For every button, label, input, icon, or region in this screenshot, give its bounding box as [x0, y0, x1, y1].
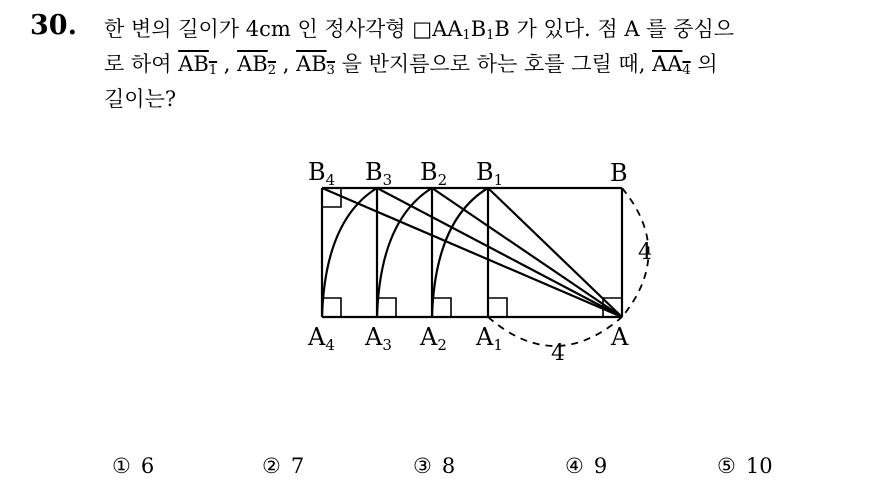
- choice-4[interactable]: [565, 454, 607, 478]
- label-b1: $B_1$: [476, 158, 504, 189]
- segment-ab3-main: AB: [296, 52, 327, 76]
- label-b: B: [610, 159, 628, 187]
- choice-3[interactable]: [413, 454, 455, 478]
- segment-ab2-sub: 2: [267, 63, 277, 78]
- right-angle-b4: [322, 188, 341, 207]
- segment-ab3-sub: 3: [326, 63, 335, 78]
- label-side-length: 4: [638, 240, 652, 265]
- line1-text-a: 한 변의 길이가 4cm 인 정사각형: [104, 17, 413, 41]
- label-b4: $B_4$: [308, 158, 336, 189]
- label-a4: $A_4$: [308, 323, 335, 354]
- square-symbol: □: [412, 17, 433, 41]
- label-a2: $A_2$: [420, 323, 447, 354]
- choice-5[interactable]: [717, 454, 773, 478]
- segment-aa4-sub: 4: [682, 63, 691, 78]
- separator-1: ,: [217, 52, 238, 76]
- label-a: A: [611, 323, 629, 351]
- choice-1-mark: ①: [112, 454, 131, 478]
- line2-text-c: 의: [690, 52, 718, 76]
- label-a3: $A_3$: [365, 323, 392, 354]
- square-name-aa: AA: [432, 17, 463, 41]
- choice-5-value: 10: [745, 454, 773, 478]
- square-name-b: B: [470, 17, 487, 41]
- diagonal-ab2: [432, 188, 622, 317]
- line2-text-a: 로 하여: [104, 52, 179, 76]
- question-number: 30.: [30, 10, 77, 41]
- right-angle-a1: [488, 298, 507, 317]
- choice-4-value: 9: [593, 454, 608, 478]
- choice-3-mark: ③: [413, 454, 432, 478]
- choice-4-mark: ④: [565, 454, 584, 478]
- right-angle-a2: [432, 298, 451, 317]
- label-a1: $A_1$: [476, 323, 503, 354]
- question-line-3: 길이는?: [104, 87, 177, 111]
- choice-1-value: 6: [140, 454, 155, 478]
- choice-2-value: 7: [290, 454, 305, 478]
- segment-ab2-main: AB: [237, 52, 268, 76]
- line1-text-b: B 가 있다. 점 A 를 중심으: [494, 17, 735, 41]
- line2-text-b: 을 반지름으로 하는 호를 그릴 때,: [334, 52, 653, 76]
- segment-ab1-main: AB: [178, 52, 209, 76]
- diagonal-ab1: [488, 188, 622, 317]
- choice-3-value: 8: [441, 454, 456, 478]
- separator-2: ,: [276, 52, 297, 76]
- choice-5-mark: ⑤: [717, 454, 736, 478]
- segment-ab1-sub: 1: [208, 63, 218, 78]
- label-b3: $B_3$: [365, 158, 393, 189]
- answer-choices: [0, 454, 884, 480]
- choice-1[interactable]: [112, 454, 154, 478]
- right-angle-a3: [377, 298, 396, 317]
- label-b2: $B_2$: [420, 158, 448, 189]
- square-name-sub-1: 1: [462, 28, 471, 43]
- right-angle-a4: [322, 298, 341, 317]
- segment-aa4-main: AA: [652, 52, 683, 76]
- square-name-sub-2: 1: [486, 28, 495, 43]
- diagonal-ab4: [322, 188, 622, 317]
- choice-2-mark: ②: [262, 454, 281, 478]
- choice-2[interactable]: [262, 454, 304, 478]
- label-bottom-length: 4: [551, 341, 565, 366]
